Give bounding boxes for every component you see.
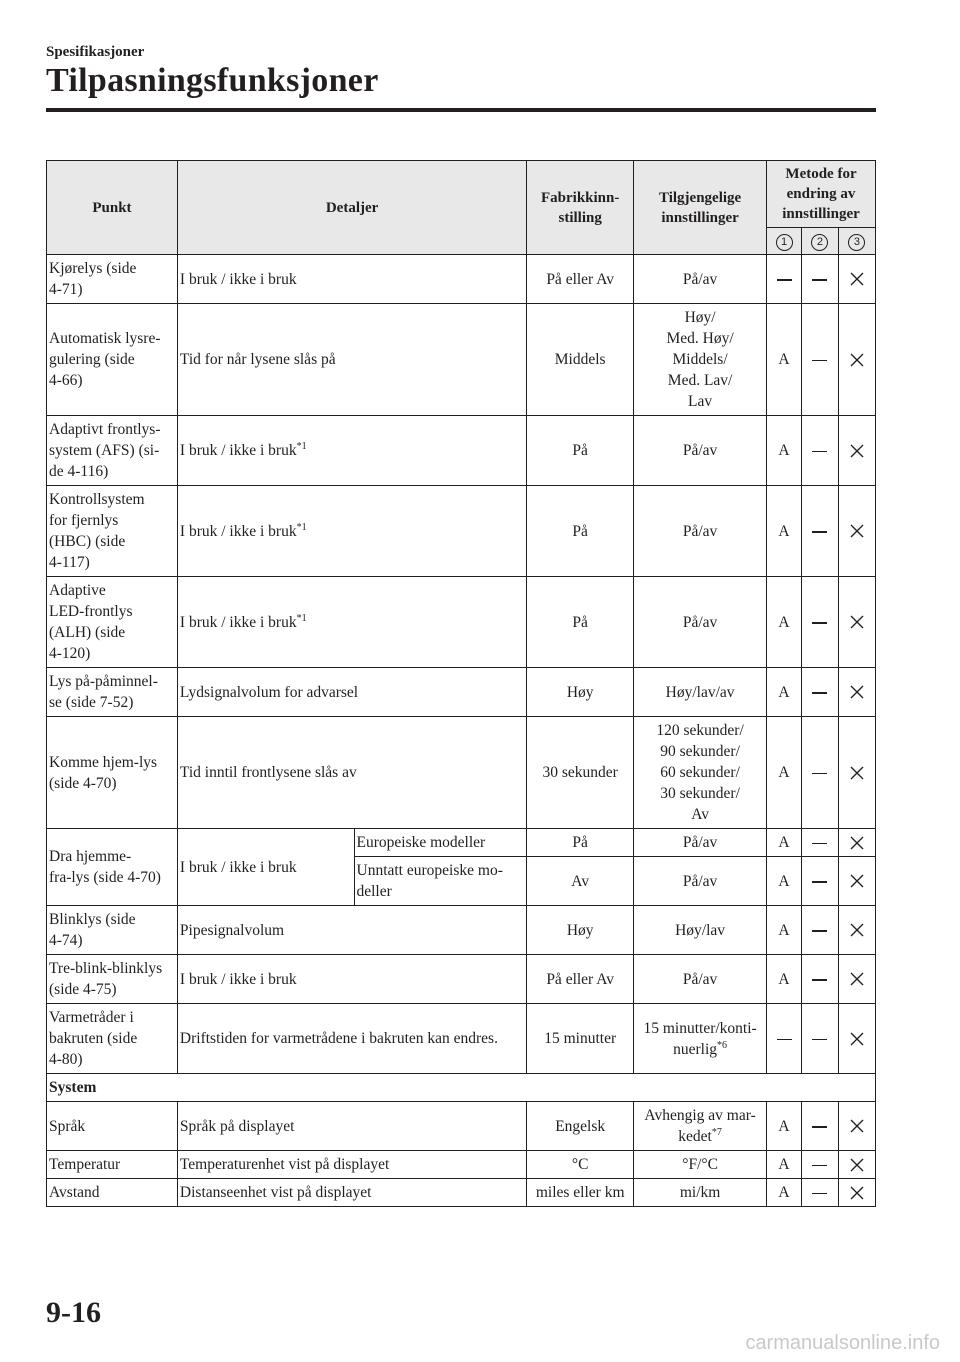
method-cell (767, 1179, 802, 1207)
dash-icon (812, 1126, 827, 1128)
cell-detaljer (177, 1004, 526, 1074)
cell-punkt-text: Kontrollsystem for fjernlys (HBC) (side 4-117) (49, 491, 145, 571)
cell-detaljer (177, 955, 526, 1004)
method-cell (802, 1004, 839, 1074)
cell-tilgjengelige-text: Høy/ Med. Høy/ Middels/ Med. Lav/ Lav (666, 309, 734, 410)
method-cell (838, 577, 875, 668)
method-cell (838, 829, 875, 857)
table-row (47, 416, 876, 486)
cell-tilgjengelige (634, 1179, 767, 1207)
method-cell (802, 416, 839, 486)
method-value: A (778, 522, 790, 540)
cell-tilgjengelige (634, 486, 767, 577)
cell-fabrikk (527, 717, 634, 829)
cell-detaljer-text: I bruk / ikke i bruk (179, 858, 297, 876)
method-value: A (778, 970, 790, 988)
method-cell (838, 668, 875, 717)
dash-icon (812, 1193, 827, 1195)
method-cell (802, 255, 839, 304)
method-cell (802, 577, 839, 668)
cell-fabrikk (527, 1179, 634, 1207)
cell-detaljer-text: I bruk / ikke i bruk (179, 442, 297, 459)
method-value: A (778, 921, 790, 939)
table-row (47, 717, 876, 829)
section-row-system (47, 1074, 876, 1102)
cell-tilgjengelige (634, 906, 767, 955)
method-value: A (778, 764, 790, 781)
method-cell (767, 906, 802, 955)
table-row (47, 955, 876, 1004)
cell-punkt (47, 304, 178, 416)
cell-punkt (47, 1151, 178, 1179)
cell-detaljer (177, 1151, 526, 1179)
cross-icon (849, 684, 865, 700)
cell-punkt-text: Blinklys (side 4-74) (49, 911, 136, 949)
dash-icon (777, 1039, 792, 1041)
cell-punkt (47, 1179, 178, 1207)
cell-tilgjengelige-text: 15 minutter/konti- nuerlig (643, 1019, 757, 1058)
cell-detaljer-text: I bruk / ikke i bruk (179, 270, 297, 288)
cell-tilgjengelige (634, 1004, 767, 1074)
cell-fabrikk (527, 304, 634, 416)
cell-fabrikk (527, 829, 634, 857)
header-fabrikk (527, 161, 634, 255)
cell-detaljer-text: Tid inntil frontlysene slås av (179, 764, 357, 781)
cross-icon (849, 1157, 865, 1173)
cell-tilgjengelige-text: Høy/lav/av (665, 683, 735, 701)
method-cell (767, 829, 802, 857)
table-row (47, 255, 876, 304)
cell-punkt-text: Varmetråder i bakruten (side 4-80) (49, 1009, 138, 1068)
cell-tilgjengelige-text: På/av (682, 970, 718, 988)
cross-icon (849, 523, 865, 539)
method-cell (838, 717, 875, 829)
cell-detaljer (177, 1102, 526, 1151)
method-cell (767, 955, 802, 1004)
dash-icon (812, 279, 827, 281)
dash-icon (812, 451, 827, 453)
cross-icon (849, 765, 865, 781)
cell-tilgjengelige (634, 416, 767, 486)
cell-punkt-text: Automatisk lysre- gulering (side 4-66) (49, 330, 161, 389)
cell-detaljer-text: I bruk / ikke i bruk (179, 613, 297, 631)
cell-detaljer-text: Språk på displayet (179, 1117, 295, 1135)
cell-punkt-text: Adaptivt frontlys- system (AFS) (si- de 4-116) (49, 421, 161, 480)
cell-punkt (47, 668, 178, 717)
cell-tilgjengelige (634, 1102, 767, 1151)
cell-punkt-text: Kjørelys (side 4-71) (49, 260, 137, 298)
cell-tilgjengelige (634, 255, 767, 304)
cross-icon (849, 1031, 865, 1047)
cell-punkt (47, 906, 178, 955)
cell-fabrikk-text: På (572, 522, 588, 540)
method-cell (767, 717, 802, 829)
header-metode-text: Metode for endring av innstillinger (782, 166, 860, 222)
cell-tilgjengelige (634, 577, 767, 668)
cell-fabrikk-text: miles eller km (535, 1184, 625, 1201)
watermark: carmanualsonline.info (745, 1332, 940, 1354)
cell-detaljer (177, 577, 526, 668)
method-cell (767, 857, 802, 906)
header-punkt (47, 161, 178, 255)
method-cell (802, 1151, 839, 1179)
table-row (47, 906, 876, 955)
circled-number-icon: 3 (848, 234, 865, 251)
method-cell (838, 486, 875, 577)
cell-fabrikk (527, 1151, 634, 1179)
method-cell (802, 906, 839, 955)
cell-fabrikk-text: Høy (566, 921, 594, 939)
cross-icon (849, 271, 865, 287)
cell-detaljer (177, 906, 526, 955)
method-cell (802, 486, 839, 577)
cell-tilgjengelige-text: mi/km (679, 1184, 721, 1201)
method-cell (802, 304, 839, 416)
method-cell (838, 906, 875, 955)
cell-detaljer (177, 304, 526, 416)
cell-fabrikk (527, 255, 634, 304)
cell-punkt (47, 255, 178, 304)
method-cell (767, 1151, 802, 1179)
cell-fabrikk-text: På (572, 613, 588, 631)
dash-icon (812, 979, 827, 981)
method-cell (767, 416, 802, 486)
cell-punkt (47, 1102, 178, 1151)
dash-icon (777, 279, 792, 281)
header-tilgjengelige (634, 161, 767, 255)
cross-icon (849, 443, 865, 459)
cell-detaljer-text: I bruk / ikke i bruk (179, 522, 297, 540)
method-cell (767, 304, 802, 416)
dash-icon (812, 531, 827, 533)
cell-detaljer-text: Driftstiden for varmetrådene i bakruten kan endres. (179, 1030, 498, 1047)
table-row (47, 668, 876, 717)
cell-fabrikk (527, 577, 634, 668)
cell-tilgjengelige (634, 829, 767, 857)
cell-fabrikk (527, 1004, 634, 1074)
method-cell (802, 1102, 839, 1151)
dash-icon (812, 622, 827, 624)
cell-tilgjengelige-text: På/av (682, 872, 718, 890)
cross-icon (849, 1185, 865, 1201)
cell-tilgjengelige-text: På/av (682, 613, 718, 631)
title-divider (46, 108, 876, 112)
cell-punkt-text: Dra hjemme- fra-lys (side 4-70) (49, 848, 161, 886)
cell-detaljer (177, 486, 526, 577)
method-value: A (778, 1156, 790, 1173)
cell-punkt-text: Tre-blink-blinklys (side 4-75) (49, 960, 163, 998)
section-label: Spesifikasjoner (46, 44, 145, 60)
method-cell (802, 857, 839, 906)
cell-variant (354, 857, 527, 906)
dash-icon (812, 881, 827, 883)
method-cell (838, 857, 875, 906)
cell-punkt-text: Språk (49, 1117, 86, 1135)
cell-punkt-text: Temperatur (49, 1156, 121, 1173)
header-detaljer (177, 161, 526, 255)
cell-detaljer-text: Pipesignalvolum (179, 921, 285, 939)
table-row (47, 829, 876, 857)
circled-number-icon: 2 (811, 234, 828, 251)
header-tilgjengelige-text: Tilgjengelige innstillinger (658, 189, 742, 226)
cross-icon (849, 873, 865, 889)
header-num2 (802, 228, 839, 255)
cell-fabrikk-text: Av (571, 872, 590, 890)
cell-tilgjengelige-text: På/av (682, 442, 718, 459)
method-value: A (778, 351, 790, 368)
cell-fabrikk-text: 15 minutter (544, 1030, 617, 1047)
footnote-marker: *1 (296, 612, 307, 624)
cell-tilgjengelige-text: 120 sekunder/ 90 sekunder/ 60 sekunder/ 30 sekunder/ Av (656, 722, 744, 823)
table-row (47, 1004, 876, 1074)
header-punkt-text: Punkt (92, 199, 132, 216)
cell-fabrikk-text: På (572, 834, 588, 851)
cell-detaljer (177, 416, 526, 486)
cross-icon (849, 1118, 865, 1134)
cell-fabrikk-text: Høy (566, 683, 594, 701)
dash-icon (812, 1165, 827, 1167)
cell-punkt-text: Avstand (49, 1184, 100, 1201)
cell-fabrikk (527, 955, 634, 1004)
method-cell (802, 668, 839, 717)
cell-punkt-text: Lys på-påminnel- se (side 7-52) (49, 673, 158, 711)
header-num1 (767, 228, 802, 255)
dash-icon (812, 360, 827, 362)
customization-table (46, 160, 876, 1207)
table-row (47, 577, 876, 668)
cell-fabrikk-text: På (572, 442, 588, 459)
dash-icon (812, 1039, 827, 1041)
cell-punkt-text: Adaptive LED-frontlys (ALH) (side 4-120) (49, 582, 133, 662)
method-cell (767, 1004, 802, 1074)
cell-fabrikk-text: Middels (554, 351, 606, 368)
dash-icon (812, 843, 827, 845)
cell-tilgjengelige (634, 1151, 767, 1179)
method-cell (767, 1102, 802, 1151)
method-cell (838, 1179, 875, 1207)
method-cell (838, 1102, 875, 1151)
footnote-marker: *1 (296, 521, 307, 533)
cell-tilgjengelige-text: På/av (682, 522, 718, 540)
cell-punkt (47, 955, 178, 1004)
cell-tilgjengelige (634, 304, 767, 416)
cell-fabrikk (527, 1102, 634, 1151)
circled-number-icon: 1 (776, 234, 793, 251)
method-cell (838, 955, 875, 1004)
cell-tilgjengelige-text: På/av (682, 834, 718, 851)
method-value: A (778, 1117, 790, 1135)
cell-fabrikk (527, 668, 634, 717)
cell-fabrikk-text: Engelsk (555, 1117, 606, 1135)
cell-punkt (47, 416, 178, 486)
cell-detaljer-text: Temperaturenhet vist på displayet (179, 1156, 390, 1173)
table-row (47, 1102, 876, 1151)
cell-tilgjengelige (634, 857, 767, 906)
cell-tilgjengelige (634, 668, 767, 717)
method-cell (802, 717, 839, 829)
page-number: 9-16 (46, 1296, 101, 1329)
cross-icon (849, 835, 865, 851)
method-value: A (778, 1184, 790, 1201)
footnote-marker: *1 (296, 440, 307, 452)
cell-punkt (47, 577, 178, 668)
header-detaljer-text: Detaljer (325, 199, 379, 216)
method-value: A (778, 442, 790, 459)
method-cell (838, 1151, 875, 1179)
cell-variant (354, 829, 527, 857)
cell-fabrikk-text: På eller Av (546, 970, 615, 988)
cross-icon (849, 352, 865, 368)
cell-detaljer (177, 255, 526, 304)
cell-detaljer (177, 717, 526, 829)
method-value: A (778, 872, 790, 890)
dash-icon (812, 773, 827, 775)
cell-detaljer-text: I bruk / ikke i bruk (179, 970, 297, 988)
method-cell (838, 304, 875, 416)
cell-variant-text: Europeiske modeller (356, 834, 486, 851)
method-cell (838, 1004, 875, 1074)
table-row (47, 1151, 876, 1179)
header-metode (767, 161, 876, 228)
cell-variant-text: Unntatt europeiske mo- deller (356, 862, 503, 900)
method-value: A (778, 834, 790, 851)
table-row (47, 486, 876, 577)
cell-punkt (47, 829, 178, 906)
cell-fabrikk-text: 30 sekunder (542, 764, 618, 781)
table-row (47, 304, 876, 416)
method-cell (802, 955, 839, 1004)
header-row (47, 161, 876, 228)
cell-fabrikk-text: På eller Av (546, 270, 615, 288)
cell-fabrikk (527, 906, 634, 955)
cell-tilgjengelige-text: Høy/lav (675, 921, 726, 939)
method-cell (838, 255, 875, 304)
cell-detaljer-text: Tid for når lysene slås på (179, 351, 336, 368)
method-value: A (778, 613, 790, 631)
cell-fabrikk (527, 857, 634, 906)
cell-punkt (47, 1004, 178, 1074)
method-cell (767, 577, 802, 668)
table-row (47, 1179, 876, 1207)
header-num3 (838, 228, 875, 255)
cell-tilgjengelige-text: Avhengig av mar- kedet (644, 1107, 756, 1145)
cell-fabrikk (527, 486, 634, 577)
cell-punkt (47, 717, 178, 829)
cell-detaljer (177, 1179, 526, 1207)
cell-tilgjengelige (634, 717, 767, 829)
cell-fabrikk-text: °C (571, 1156, 589, 1173)
cell-detaljer-text: Lydsignalvolum for advarsel (179, 683, 359, 701)
footnote-marker: *7 (711, 1126, 722, 1138)
page-title: Tilpasningsfunksjoner (46, 62, 379, 99)
cell-detaljer-text: Distanseenhet vist på displayet (179, 1184, 372, 1201)
method-cell (767, 668, 802, 717)
method-cell (802, 829, 839, 857)
footnote-marker: *6 (717, 1039, 728, 1051)
dash-icon (812, 930, 827, 932)
method-cell (767, 255, 802, 304)
cell-tilgjengelige (634, 955, 767, 1004)
cell-punkt (47, 486, 178, 577)
cell-fabrikk (527, 416, 634, 486)
section-system (47, 1074, 876, 1102)
method-cell (838, 416, 875, 486)
cell-punkt-text: Komme hjem-lys (side 4-70) (49, 753, 158, 792)
cell-tilgjengelige-text: På/av (682, 270, 718, 288)
section-system-text: System (49, 1079, 97, 1096)
cross-icon (849, 922, 865, 938)
method-value: A (778, 683, 790, 701)
method-cell (767, 486, 802, 577)
cross-icon (849, 971, 865, 987)
method-cell (802, 1179, 839, 1207)
dash-icon (812, 692, 827, 694)
header-fabrikk-text: Fabrikkinn- stilling (540, 189, 620, 226)
cell-detaljer (177, 668, 526, 717)
cell-detaljer (177, 829, 354, 906)
cross-icon (849, 614, 865, 630)
cell-tilgjengelige-text: °F/°C (682, 1156, 718, 1173)
